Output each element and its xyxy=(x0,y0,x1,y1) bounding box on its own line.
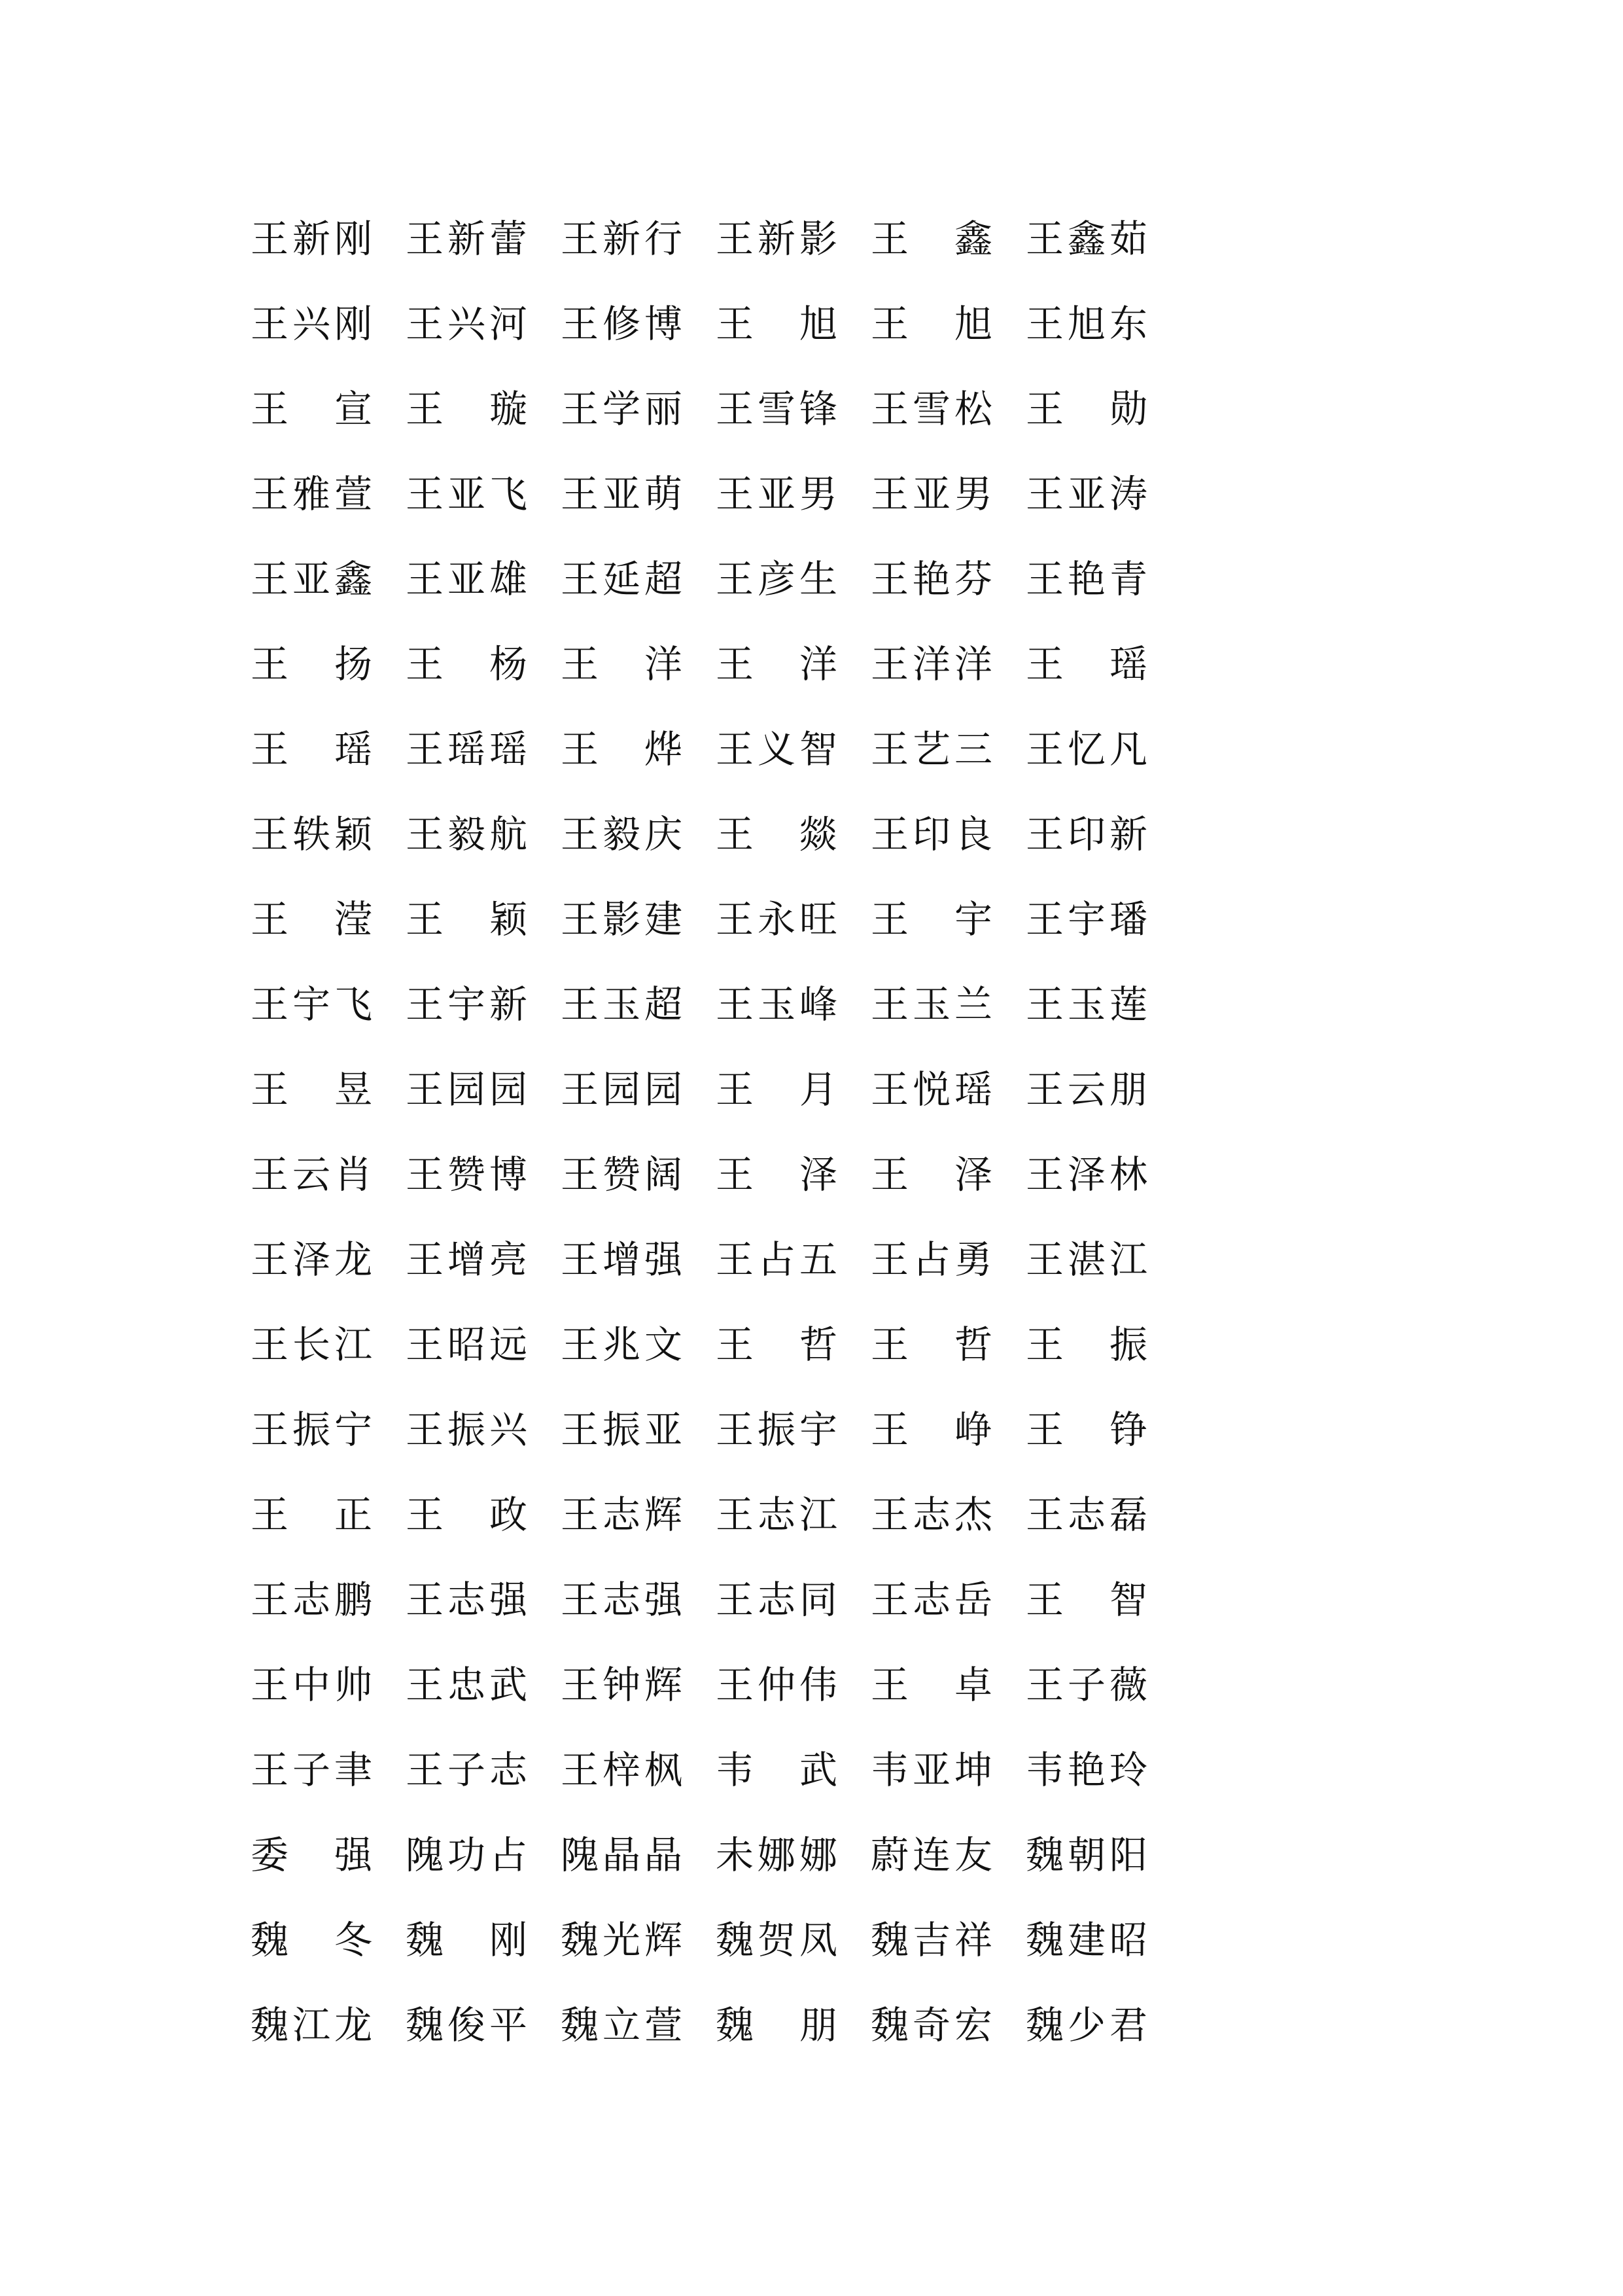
name-entry: 王 振 xyxy=(1025,1322,1147,1367)
name-entry: 王 振 亚 xyxy=(560,1407,682,1452)
name-entry: 王 瑶 xyxy=(1025,642,1147,686)
name-entry: 王 洋 xyxy=(560,642,682,686)
name-entry: 韦 亚 坤 xyxy=(870,1748,992,1792)
name-entry: 王 增 亮 xyxy=(405,1237,527,1282)
name-row xyxy=(249,1132,1178,1217)
name-entry: 王 长 江 xyxy=(250,1322,372,1367)
name-entry: 魏 立 萱 xyxy=(560,2003,682,2047)
name-entry: 王 亚 涛 xyxy=(1025,472,1147,516)
name-entry: 王 兴 河 xyxy=(405,302,527,346)
name-entry: 王 毅 航 xyxy=(405,812,527,857)
name-entry: 王 轶 颖 xyxy=(250,812,372,857)
name-entry: 王 月 xyxy=(715,1067,837,1112)
name-entry: 王 影 建 xyxy=(560,897,682,942)
name-entry: 王 学 丽 xyxy=(560,387,682,431)
name-entry: 王 鑫 xyxy=(870,217,992,261)
name-entry: 王 玉 兰 xyxy=(870,982,992,1027)
name-entry: 王 志 同 xyxy=(715,1578,837,1622)
name-entry: 魏 贺 凤 xyxy=(715,1918,837,1962)
name-entry: 王 志 强 xyxy=(560,1578,682,1622)
name-entry: 王 泽 xyxy=(715,1152,837,1197)
name-entry: 王 子 薇 xyxy=(1025,1663,1147,1707)
name-entry: 王 宣 xyxy=(250,387,372,431)
name-entry: 王 志 杰 xyxy=(870,1492,992,1537)
name-entry: 王 卓 xyxy=(870,1663,992,1707)
name-entry: 王 新 蕾 xyxy=(405,217,527,261)
name-entry: 魏 吉 祥 xyxy=(870,1918,992,1962)
name-entry: 王 玉 超 xyxy=(560,982,682,1027)
name-entry: 王 钟 辉 xyxy=(560,1663,682,1707)
name-entry: 王 悦 瑶 xyxy=(870,1067,992,1112)
name-entry: 王 勋 xyxy=(1025,387,1147,431)
name-entry: 王 志 鹏 xyxy=(250,1578,372,1622)
name-entry: 王 志 江 xyxy=(715,1492,837,1537)
name-entry: 王 滢 xyxy=(250,897,372,942)
name-row xyxy=(249,1302,1178,1387)
name-entry: 王 新 行 xyxy=(560,217,682,261)
name-entry: 王 志 磊 xyxy=(1025,1492,1147,1537)
name-entry: 魏 奇 宏 xyxy=(870,2003,992,2047)
name-row xyxy=(249,1727,1178,1812)
name-entry: 王 增 强 xyxy=(560,1237,682,1282)
name-entry: 王 志 岳 xyxy=(870,1578,992,1622)
name-entry: 王 云 朋 xyxy=(1025,1067,1147,1112)
name-entry: 隗 功 占 xyxy=(405,1833,527,1877)
name-row xyxy=(249,451,1178,537)
name-entry: 王 泽 xyxy=(870,1152,992,1197)
name-row xyxy=(249,366,1178,451)
name-entry: 王 哲 xyxy=(715,1322,837,1367)
name-entry: 王 彦 生 xyxy=(715,557,837,601)
name-entry: 王 亚 飞 xyxy=(405,472,527,516)
name-row xyxy=(249,537,1178,622)
name-row xyxy=(249,1047,1178,1132)
name-entry: 王 忆 凡 xyxy=(1025,727,1147,771)
name-entry: 蔚 连 友 xyxy=(870,1833,992,1877)
name-entry: 王 亚 萌 xyxy=(560,472,682,516)
name-row xyxy=(249,1387,1178,1472)
name-entry: 王 印 新 xyxy=(1025,812,1147,857)
name-entry: 魏 俊 平 xyxy=(405,2003,527,2047)
name-entry: 王 云 肖 xyxy=(250,1152,372,1197)
name-entry: 王 璇 xyxy=(405,387,527,431)
name-entry: 未 娜 娜 xyxy=(715,1833,837,1877)
name-entry: 王 峥 xyxy=(870,1407,992,1452)
name-list xyxy=(249,196,1178,2068)
name-row xyxy=(249,707,1178,792)
name-entry: 王 燚 xyxy=(715,812,837,857)
name-entry: 王 玉 峰 xyxy=(715,982,837,1027)
name-entry: 魏 刚 xyxy=(405,1918,527,1962)
name-entry: 王 延 超 xyxy=(560,557,682,601)
name-row xyxy=(249,877,1178,962)
name-entry: 隗 晶 晶 xyxy=(560,1833,682,1877)
name-entry: 王 鑫 茹 xyxy=(1025,217,1147,261)
name-row xyxy=(249,1557,1178,1642)
name-entry: 王 梓 枫 xyxy=(560,1748,682,1792)
name-row xyxy=(249,962,1178,1047)
name-entry: 王 昱 xyxy=(250,1067,372,1112)
name-entry: 王 湛 江 xyxy=(1025,1237,1147,1282)
name-entry: 王 义 智 xyxy=(715,727,837,771)
name-entry: 王 占 五 xyxy=(715,1237,837,1282)
name-entry: 王 艺 三 xyxy=(870,727,992,771)
name-entry: 王 艳 青 xyxy=(1025,557,1147,601)
name-entry: 王 宇 新 xyxy=(405,982,527,1027)
name-entry: 王 昭 远 xyxy=(405,1322,527,1367)
name-entry: 王 洋 洋 xyxy=(870,642,992,686)
name-entry: 王 泽 龙 xyxy=(250,1237,372,1282)
name-entry: 王 修 博 xyxy=(560,302,682,346)
name-entry: 王 毅 庆 xyxy=(560,812,682,857)
name-entry: 王 亚 男 xyxy=(870,472,992,516)
name-entry: 王 杨 xyxy=(405,642,527,686)
name-entry: 王 玉 莲 xyxy=(1025,982,1147,1027)
name-entry: 王 铮 xyxy=(1025,1407,1147,1452)
name-entry: 王 颖 xyxy=(405,897,527,942)
name-entry: 王 园 园 xyxy=(560,1067,682,1112)
name-entry: 王 振 兴 xyxy=(405,1407,527,1452)
name-entry: 王 雅 萱 xyxy=(250,472,372,516)
name-entry: 委 强 xyxy=(250,1833,372,1877)
name-entry: 韦 艳 玲 xyxy=(1025,1748,1147,1792)
name-entry: 王 宇 飞 xyxy=(250,982,372,1027)
name-entry: 魏 少 君 xyxy=(1025,2003,1147,2047)
name-entry: 王 亚 雄 xyxy=(405,557,527,601)
name-row xyxy=(249,1472,1178,1557)
name-entry: 王 雪 锋 xyxy=(715,387,837,431)
name-entry: 王 瑶 瑶 xyxy=(405,727,527,771)
name-entry: 王 瑶 xyxy=(250,727,372,771)
name-entry: 王 雪 松 xyxy=(870,387,992,431)
name-entry: 王 志 辉 xyxy=(560,1492,682,1537)
name-entry: 王 哲 xyxy=(870,1322,992,1367)
name-row xyxy=(249,281,1178,366)
name-entry: 王 旭 东 xyxy=(1025,302,1147,346)
name-entry: 王 艳 芬 xyxy=(870,557,992,601)
name-entry: 王 旭 xyxy=(715,302,837,346)
name-entry: 王 子 志 xyxy=(405,1748,527,1792)
name-entry: 王 政 xyxy=(405,1492,527,1537)
name-entry: 王 旭 xyxy=(870,302,992,346)
name-entry: 王 振 宁 xyxy=(250,1407,372,1452)
name-entry: 王 子 聿 xyxy=(250,1748,372,1792)
name-row xyxy=(249,196,1178,281)
name-entry: 韦 武 xyxy=(715,1748,837,1792)
name-entry: 魏 光 辉 xyxy=(560,1918,682,1962)
name-entry: 王 宇 璠 xyxy=(1025,897,1147,942)
name-entry: 王 正 xyxy=(250,1492,372,1537)
name-row xyxy=(249,1642,1178,1727)
name-entry: 王 志 强 xyxy=(405,1578,527,1622)
name-entry: 王 智 xyxy=(1025,1578,1147,1622)
name-entry: 王 新 影 xyxy=(715,217,837,261)
name-entry: 王 兴 刚 xyxy=(250,302,372,346)
name-entry: 王 占 勇 xyxy=(870,1237,992,1282)
name-entry: 王 烨 xyxy=(560,727,682,771)
name-row xyxy=(249,1812,1178,1898)
name-entry: 王 亚 鑫 xyxy=(250,557,372,601)
name-entry: 王 印 良 xyxy=(870,812,992,857)
name-entry: 王 扬 xyxy=(250,642,372,686)
name-row xyxy=(249,1983,1178,2068)
name-entry: 王 永 旺 xyxy=(715,897,837,942)
name-row xyxy=(249,622,1178,707)
name-entry: 王 宇 xyxy=(870,897,992,942)
name-entry: 王 仲 伟 xyxy=(715,1663,837,1707)
name-entry: 魏 朋 xyxy=(715,2003,837,2047)
name-entry: 王 赞 博 xyxy=(405,1152,527,1197)
name-entry: 王 赞 阔 xyxy=(560,1152,682,1197)
name-entry: 魏 冬 xyxy=(250,1918,372,1962)
name-entry: 王 兆 文 xyxy=(560,1322,682,1367)
name-entry: 王 新 刚 xyxy=(250,217,372,261)
name-entry: 王 亚 男 xyxy=(715,472,837,516)
name-entry: 魏 江 龙 xyxy=(250,2003,372,2047)
name-entry: 王 园 园 xyxy=(405,1067,527,1112)
name-entry: 魏 建 昭 xyxy=(1025,1918,1147,1962)
name-entry: 王 洋 xyxy=(715,642,837,686)
name-entry: 王 泽 林 xyxy=(1025,1152,1147,1197)
name-row xyxy=(249,792,1178,877)
name-row xyxy=(249,1898,1178,1983)
name-entry: 王 中 帅 xyxy=(250,1663,372,1707)
name-entry: 魏 朝 阳 xyxy=(1025,1833,1147,1877)
name-row xyxy=(249,1217,1178,1302)
name-entry: 王 忠 武 xyxy=(405,1663,527,1707)
name-entry: 王 振 宇 xyxy=(715,1407,837,1452)
